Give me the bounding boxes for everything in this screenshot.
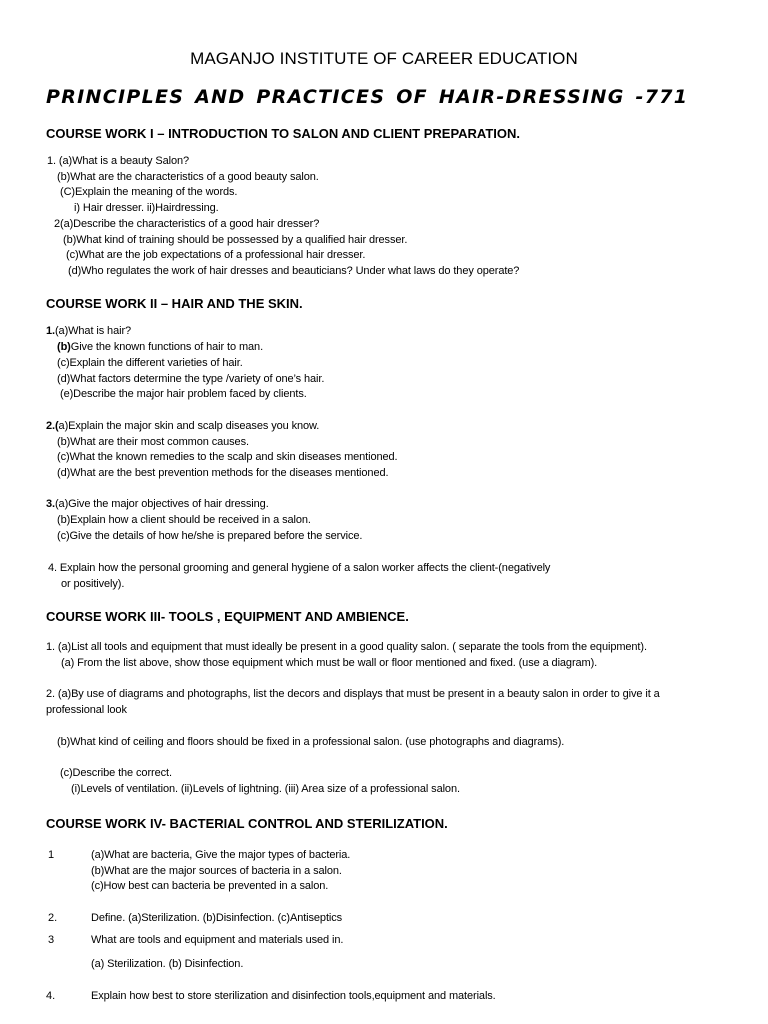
list-item: 2(a)Describe the characteristics of a good hair dresser? — [54, 218, 320, 230]
list-item — [57, 341, 263, 353]
question-text: (a)Give the major objectives of hair dressing. — [54, 498, 269, 510]
list-item: (b)What kind of ceiling and floors should be fixed in a professional salon. (use photographs and diagrams). — [57, 736, 565, 748]
list-item: Define. (a)Sterilization. (b)Disinfection. (c)Antiseptics — [91, 912, 343, 924]
list-item: (c)Give the details of how he/she is prepared before the service. — [57, 530, 363, 542]
question-number: 1. — [46, 325, 55, 337]
list-item — [46, 420, 319, 432]
institute-title: MAGANJO INSTITUTE OF CAREER EDUCATION — [190, 49, 578, 68]
list-item: (c)What are the job expectations of a professional hair dresser. — [66, 249, 366, 261]
list-item: professional look — [46, 704, 127, 716]
question-text: a)Explain the major skin and scalp diseases you know. — [58, 420, 320, 432]
question-text: Give the known functions of hair to man. — [70, 341, 264, 353]
course-work-3-heading: COURSE WORK III- TOOLS , EQUIPMENT AND AMBIENCE. — [46, 609, 409, 624]
course-work-4-heading: COURSE WORK IV- BACTERIAL CONTROL AND STERILIZATION. — [46, 816, 448, 831]
list-item: 1. (a)List all tools and equipment that must ideally be present in a good quality salon. ( separate the tools from the equipment). — [46, 641, 647, 653]
list-item: (c)Describe the correct. — [60, 767, 172, 779]
list-item — [46, 325, 131, 337]
list-item: 1. (a)What is a beauty Salon? — [47, 155, 190, 167]
question-number: 2.( — [46, 420, 59, 432]
list-item: (b)What are their most common causes. — [57, 436, 249, 448]
list-item: or positively). — [61, 578, 125, 590]
list-item: 2. (a)By use of diagrams and photographs, list the decors and displays that must be present in a beauty salon in order to give it a — [46, 688, 660, 700]
question-number: 4. — [46, 990, 56, 1002]
list-item: (c)What the known remedies to the scalp and skin diseases mentioned. — [57, 451, 398, 463]
list-item: (b)What are the major sources of bacteria in a salon. — [91, 865, 342, 877]
list-item — [46, 498, 269, 510]
list-item: (d)Who regulates the work of hair dresses and beauticians? Under what laws do they operate? — [68, 265, 520, 277]
list-item: (i)Levels of ventilation. (ii)Levels of lightning. (iii) Area size of a professional salon. — [71, 783, 460, 795]
question-number: 1 — [48, 849, 55, 861]
list-item: (d)What are the best prevention methods for the diseases mentioned. — [57, 467, 389, 479]
list-item: (b)What kind of training should be possessed by a qualified hair dresser. — [63, 234, 408, 246]
question-text: (a)What is hair? — [54, 325, 132, 337]
list-item: (b)Explain how a client should be received in a salon. — [57, 514, 311, 526]
question-number: 3 — [48, 934, 55, 946]
list-item: 4. Explain how the personal grooming and general hygiene of a salon worker affects the client-(negatively — [48, 562, 551, 574]
list-item: (e)Describe the major hair problem faced by clients. — [60, 388, 307, 400]
question-number: 3. — [46, 498, 55, 510]
question-number: 2. — [48, 912, 58, 924]
question-label: (b) — [57, 341, 71, 353]
list-item: (c)How best can bacteria be prevented in a salon. — [91, 880, 329, 892]
list-item: (b)What are the characteristics of a good beauty salon. — [57, 171, 319, 183]
list-item: (a) From the list above, show those equipment which must be wall or floor mentioned and fixed. (use a diagram). — [61, 657, 598, 669]
list-item: What are tools and equipment and materials used in. — [91, 934, 344, 946]
list-item: Explain how best to store sterilization and disinfection tools,equipment and materials. — [91, 990, 496, 1002]
list-item: (a) Sterilization. (b) Disinfection. — [91, 958, 244, 970]
list-item: (c)Explain the different varieties of hair. — [57, 357, 243, 369]
course-work-2-heading: COURSE WORK II – HAIR AND THE SKIN. — [46, 296, 303, 311]
list-item: (a)What are bacteria, Give the major types of bacteria. — [91, 849, 351, 861]
list-item: (d)What factors determine the type /variety of one’s hair. — [57, 373, 325, 385]
course-title: PRINCIPLES AND PRACTICES OF HAIR-DRESSING -771 — [46, 86, 689, 108]
list-item: i) Hair dresser. ii)Hairdressing. — [74, 202, 219, 214]
list-item: (C)Explain the meaning of the words. — [60, 186, 238, 198]
course-work-1-heading: COURSE WORK I – INTRODUCTION TO SALON AND CLIENT PREPARATION. — [46, 126, 521, 141]
